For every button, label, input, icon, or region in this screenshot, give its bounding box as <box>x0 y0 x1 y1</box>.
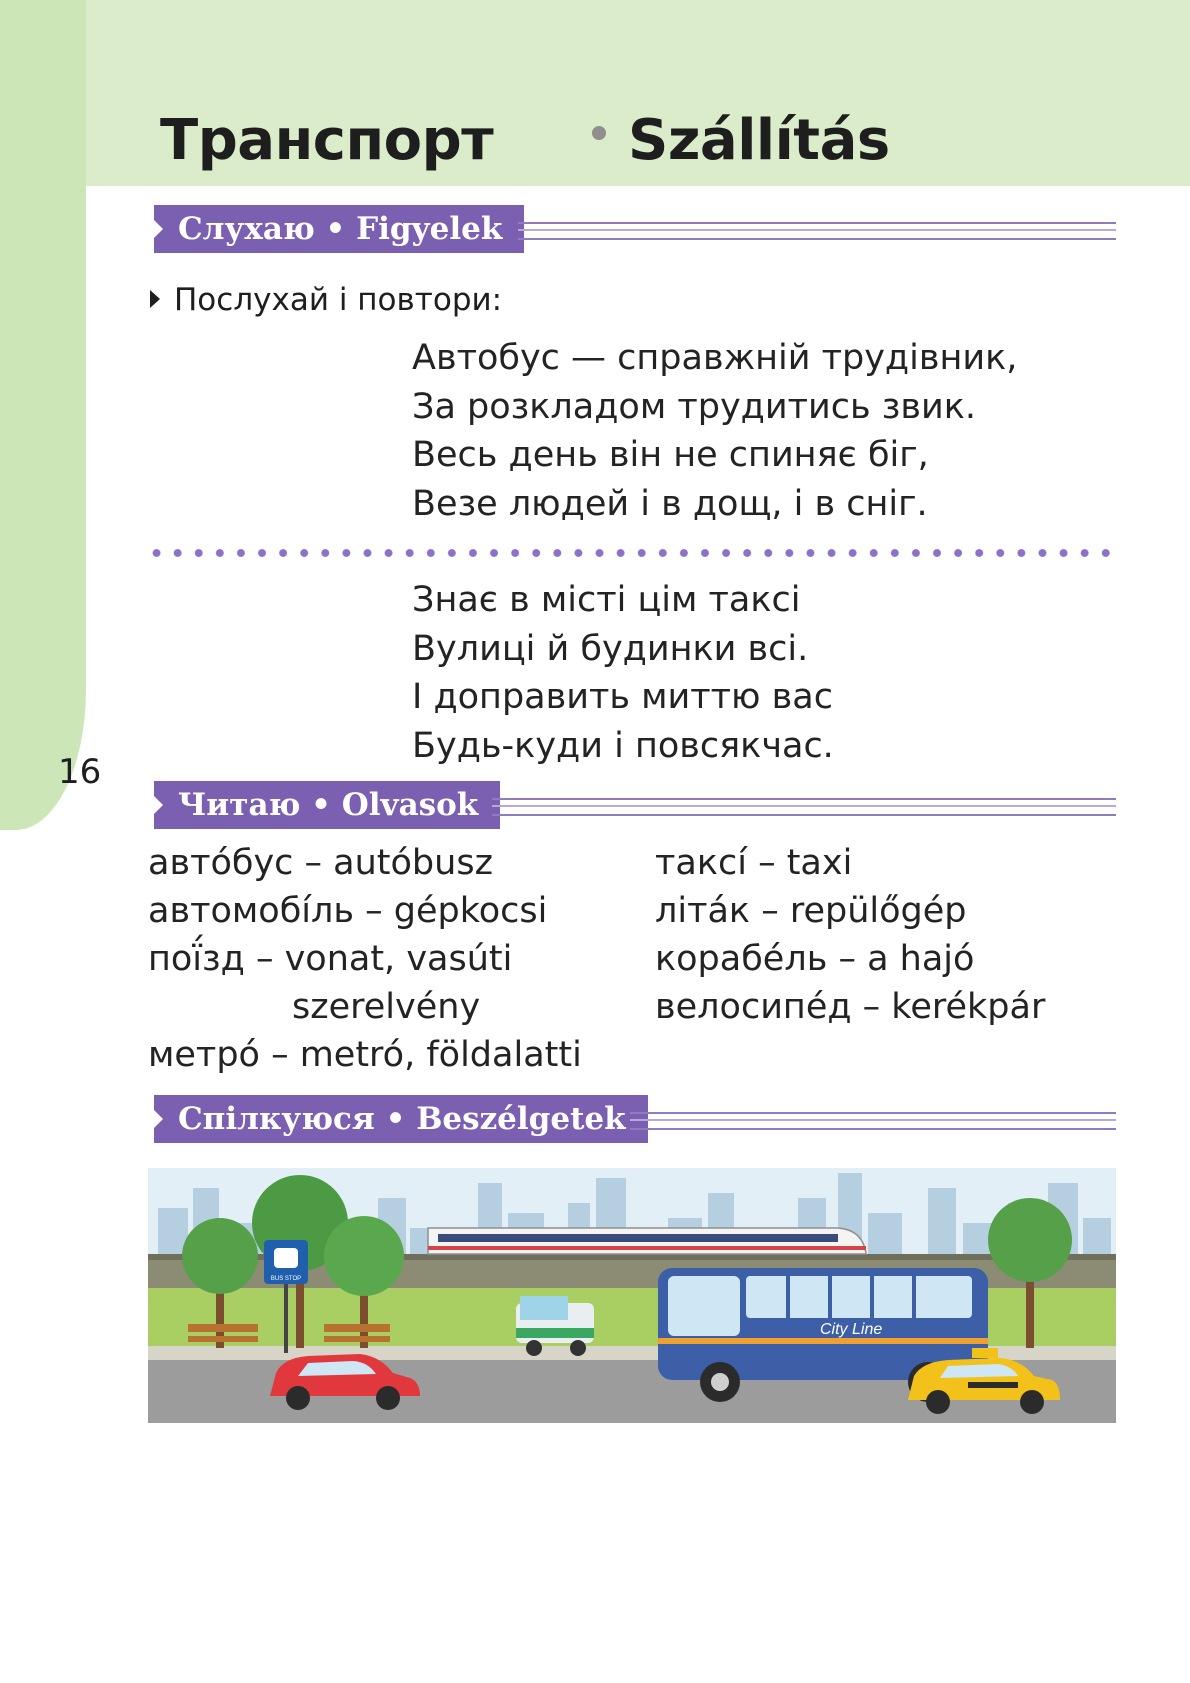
poem-line: Автобус — справжній трудівник, <box>412 338 1018 378</box>
page-title-hungarian: Szállítás <box>628 108 890 173</box>
vocabulary-item: авто́бус – autóbusz <box>148 843 493 883</box>
section-title-read: Читаю • Olvasok <box>178 787 479 823</box>
poem-line: І доправить миттю вас <box>412 677 833 717</box>
section-title-listen: Слухаю • Figyelek <box>178 211 503 247</box>
play-marker-icon <box>150 290 160 308</box>
poem-line: За розкладом трудитись звик. <box>412 386 976 427</box>
bus-stop-label: BUS STOP <box>270 1276 302 1282</box>
vocabulary-item: автомобі́ль – gépkocsi <box>148 891 548 931</box>
page-title-ukrainian: Транспорт <box>160 108 494 173</box>
vocabulary-list-right <box>655 839 1045 1031</box>
section-label-read <box>154 781 500 829</box>
section-arrow-icon <box>154 1110 163 1128</box>
vocabulary-item-continuation: szerelvény <box>292 987 481 1027</box>
vocabulary-item: таксі́ – taxi <box>655 843 853 883</box>
section-arrow-icon <box>154 796 163 814</box>
page-number: 16 <box>58 752 102 792</box>
poem-line: Весь день він не спиняє біг, <box>412 435 929 475</box>
vocabulary-item: корабе́ль – a hajó <box>655 939 975 979</box>
poem-line: Будь-куди і повсякчас. <box>412 725 834 766</box>
poem-line: Вулиці й будинки всі. <box>412 628 809 669</box>
section-label-talk <box>154 1095 648 1143</box>
bus-brand-label: City Line <box>820 1321 883 1338</box>
instruction-label: Послухай і повтори: <box>174 282 503 318</box>
vocabulary-item: велосипе́д – kerékpár <box>655 987 1046 1027</box>
poem-line: Везе людей і в дощ, і в сніг. <box>412 483 928 524</box>
vocabulary-item: літа́к – repülőgép <box>655 891 967 931</box>
section-title-talk: Спілкуюся • Beszélgetek <box>178 1101 626 1137</box>
poem-line: Знає в місті цім таксі <box>412 580 801 620</box>
title-separator-dot <box>592 126 606 140</box>
section-rule <box>518 222 1116 240</box>
city-transport-scene <box>148 1168 1116 1423</box>
left-green-band <box>0 0 86 830</box>
transport-illustration <box>148 1168 1116 1423</box>
section-rule <box>630 1112 1116 1130</box>
dotted-divider <box>146 548 1116 558</box>
vocabulary-item: метро́ – metró, földalatti <box>148 1035 582 1075</box>
section-arrow-icon <box>154 220 163 238</box>
poem-stanza-1 <box>412 334 1017 528</box>
section-rule <box>492 798 1116 816</box>
section-label-listen <box>154 205 524 253</box>
poem-stanza-2 <box>412 576 834 770</box>
vocabulary-item: пої́зд – vonat, vasúti <box>148 939 513 979</box>
instruction-text <box>150 282 502 318</box>
vocabulary-list-left <box>148 839 582 1079</box>
train <box>428 1228 866 1254</box>
